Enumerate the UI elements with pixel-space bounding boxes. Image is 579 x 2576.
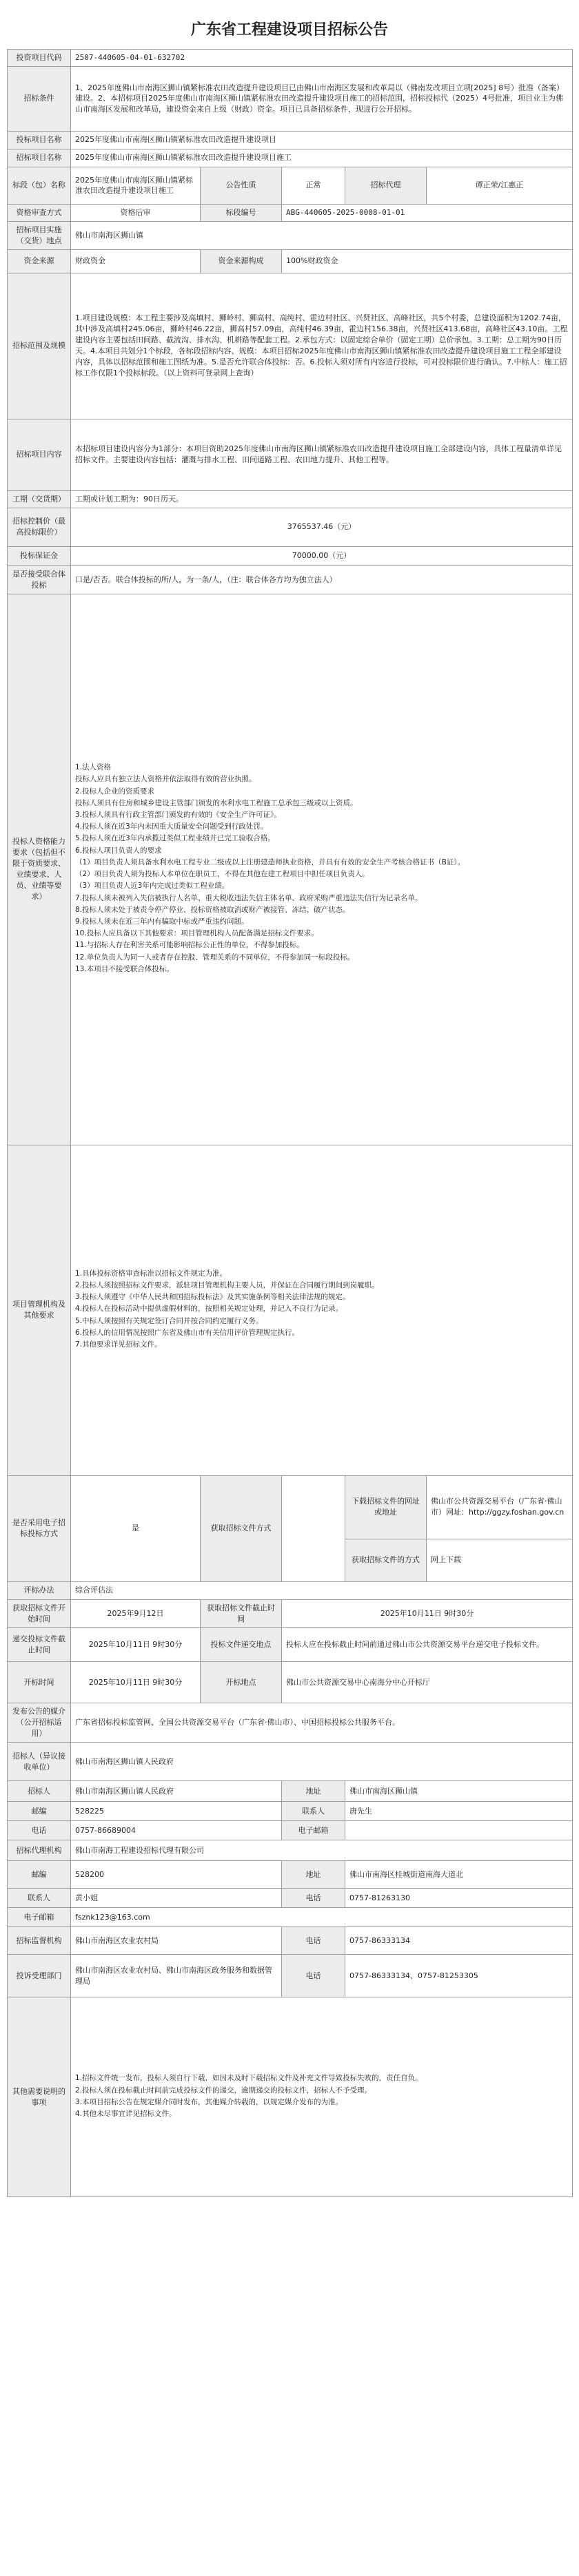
subname-value: 2025年度佛山市南海区狮山镇紧标准农田改造提升建设项目施工 [71,149,573,167]
other-label: 招标人（异议接收单位） [8,1743,71,1781]
agency-contact-value: 黄小姐 [71,1889,282,1908]
get-start-label: 获取招标文件开始时间 [8,1599,71,1628]
row-media [8,1703,573,1743]
mgmt-line: 7.其他要求详见招标文件。 [75,1340,162,1349]
phone-value: 0757-86689004 [71,1821,282,1840]
media-value: 广东省招标投标监管网、全国公共资源交易平台（广东省·佛山市）、中国招标投标公共服务平台。 [71,1703,573,1743]
row-doc [8,1475,573,1539]
remark-value [71,1997,573,2197]
contact-label: 联系人 [282,1802,345,1821]
seccode-label: 标段编号 [201,204,282,221]
get-end-label: 获取招标文件截止时间 [201,1599,282,1628]
notice-page [7,0,572,2197]
contact-value: 唐先生 [345,1802,573,1821]
open-time-label: 开标时间 [8,1662,71,1703]
code-value: 2507-440605-04-01-632702 [71,50,573,67]
row-tenderer [8,1781,573,1802]
media-label: 发布公告的媒介（公开招标适用） [8,1703,71,1743]
agency-contact-label: 联系人 [8,1889,71,1908]
qual-value [71,594,573,1145]
row-period [8,490,573,508]
email-value [345,1821,573,1840]
agency-value: 佛山市南海工程建设招标代理有限公司 [71,1840,573,1861]
bid-deadline-value: 2025年10月11日 9时30分 [71,1628,201,1662]
row-bid [8,1628,573,1662]
row-location [8,221,573,249]
cond-label: 招标条件 [8,66,71,131]
doc-get-value: 是 [71,1475,201,1581]
qual-line: 11.与招标人存在利害关系可能影响招标公正性的单位，不得参加投标。 [75,941,304,950]
row-cond [8,66,573,131]
open-place-value: 佛山市公共资源交易中心南海分中心开标厅 [282,1662,573,1703]
doc-time-label: 获取招标文件的方式 [345,1539,427,1581]
row-open [8,1662,573,1703]
qual-line: 12.单位负责人为同一人或者存在控股、管理关系的不同单位，不得参加同一标段投标。 [75,953,355,962]
zip-label: 邮编 [8,1802,71,1821]
get-end-value: 2025年10月11日 9时30分 [282,1599,573,1628]
mgmt-line: 2.投标人须按照招标文件要求，派驻项目管理机构主要人员，并保证在合同履行期间到岗履职。 [75,1281,379,1290]
scope-value: 1.项目建设规模：本工程主要涉及高填村、狮岭村、狮高村、高纯村、霍边村社区、兴贤社区、高峰社区，共5个村委，总建设面积为1202.74亩，其中涉及高填村245.06亩，狮岭村46.22亩，狮高村57.09亩，高纯村46.39亩，霍边村156.38亩，兴贤社区413.68亩，高峰社区43.10亩。工程建设内容主要包括田间路、截流沟、排水沟、机耕路等配套工程。2.承包方式：以固定综合单价（固定工期）总价承包。3.工期：总工期为90日历天。4.本项目共划分1个标段，各标段招标内容、规模：本项目招标2025年度佛山市南海区狮山镇紧标准农田改造提升建设项目施工工程全部建设内容，具体以招标范围和施工图纸为准。5.是否允许联合体投标：否。6.投标人须对所有内容进行投标，可对投标限价进行确认。7.中标人：施工招标工作仅限1个投标标段。（以上资料可登录网上查询） [71,273,573,419]
section-label: 标段（包）名称 [8,167,71,204]
name-value: 2025年度佛山市南海区狮山镇紧标准农田改造提升建设项目 [71,131,573,149]
name-label: 投标项目名称 [8,131,71,149]
mgmt-label: 项目管理机构及其他要求 [8,1145,71,1475]
joint-value: 口是/否否。联合体投标的所/人，为一条/人，（注：联合体各方均为独立法人） [71,565,573,594]
mgmt-value [71,1145,573,1475]
page-title: 广东省工程建设项目招标公告 [190,21,388,39]
doc-site-label: 下载招标文件的网址或地址 [345,1475,427,1539]
period-value: 工期或计划工期为：90日历天。 [71,490,573,508]
tenderer-addr-value: 佛山市南海区狮山镇 [345,1781,573,1802]
open-time-value: 2025年10月11日 9时30分 [71,1662,201,1703]
review-value: 综合评估法 [71,1581,573,1599]
row-bond [8,546,573,565]
mgmt-line: 5.中标人须按照有关规定签订合同并按合同约定履行义务。 [75,1316,263,1325]
bond-label: 投标保证金 [8,546,71,565]
agency-addr-label: 地址 [282,1861,345,1889]
row-section [8,167,573,204]
joint-label: 是否接受联合体投标 [8,565,71,594]
row-tenderer-zip [8,1802,573,1821]
remark-line: 2.投标人须在投标截止时间前完成投标文件的递交，逾期递交的投标文件，招标人不予受理。 [75,2086,372,2095]
agency-zip-label: 邮编 [8,1861,71,1889]
get-start-value: 2025年9月12日 [71,1599,201,1628]
cond-value: 1、2025年度佛山市南海区狮山镇紧标准农田改造提升建设项目已由佛山市南海区发展和改革局以（佛南发改项目立项[2025] 8号）批准（备案）建设。2、本招标项目2025年度佛山市南海区狮山镇紧标准农田改造提升建设项目施工的招标范围，招标投标代（2025）4号批准，项目业主为佛山市南海区发展和改革局，建设资金来自上级（财政）资金。项目已具备招标条件，现进行公开招标。 [71,66,573,131]
row-agency-email [8,1908,573,1927]
row-scope [8,273,573,419]
super-phone-value: 0757-86333134 [345,1927,573,1955]
qual-line: 10.投标人应具备以下其他要求：项目管理机构人员配备满足招标文件要求。 [75,929,318,938]
code-label: 投资项目代码 [8,50,71,67]
row-complain [8,1955,573,1997]
remark-line: 3.本项目招标公告在规定媒介同时发布，其他媒介转载的，以规定媒介发布的为准。 [75,2097,343,2106]
scope-label: 招标范围及规模 [8,273,71,419]
row-method [8,204,573,221]
qual-line: 3.投标人须具有行政主管部门颁发的有效的《安全生产许可证》。 [75,810,281,819]
qual-line: （1）项目负责人须具备水利水电工程专业二级或以上注册建造师执业资格，并具有有效的安全生产考核合格证书（B证）。 [75,858,465,866]
qual-label: 投标人资格能力要求（包括但不限于资质要求、业绩要求、人员、业绩等要求） [8,594,71,1145]
super-label: 招标监督机构 [8,1927,71,1955]
qual-line: 投标人应具有独立法人资格并依法取得有效的营业执照。 [75,775,256,784]
agency-label: 招标代理机构 [8,1840,71,1861]
row-mgmt [8,1145,573,1475]
tenderer-addr-label: 地址 [282,1781,345,1802]
agency-email-value: fsznk123@163.com [71,1908,573,1927]
row-fund [8,249,573,273]
qual-line: （2）项目负责人须为投标人本单位在职员工，不得在其他在建工程项目中担任项目负责人。 [75,870,369,879]
row-subname [8,149,573,167]
subname-label: 招标项目名称 [8,149,71,167]
row-agency-zip [8,1861,573,1889]
doc-way-blank [282,1475,345,1581]
qual-line: 6.投标人项目负责人的要求 [75,846,162,855]
qual-line: 13.本项目不接受联合体投标。 [75,964,174,973]
doc-way-label: 获取招标文件方式 [201,1475,282,1581]
mgmt-line: 1.具体投标资格审查标准以招标文件规定为准。 [75,1269,227,1278]
bid-place-value: 投标人应在投标截止时间前通过佛山市公共资源交易平台递交电子投标文件。 [282,1628,573,1662]
agency-zip-value: 528200 [71,1861,282,1889]
row-limit [8,508,573,546]
other-value: 佛山市南海区狮山镇人民政府 [71,1743,573,1781]
row-code [8,50,573,67]
location-label: 招标项目实施（交货）地点 [8,221,71,249]
row-goal [8,419,573,490]
qual-line: （3）项目负责人近3年内完成过类似工程业绩。 [75,882,230,891]
row-agency [8,1840,573,1861]
limit-value: 3765537.46（元） [71,508,573,546]
doc-get-label: 是否采用电子招标投标方式 [8,1475,71,1581]
complain-phone-label: 电话 [282,1955,345,1997]
agency-email-label: 电子邮箱 [8,1908,71,1927]
row-joint [8,565,573,594]
remark-line: 1.招标文件统一发布，投标人须自行下载，如因未及时下载招标文件及补充文件导致投标失败的，责任自负。 [75,2074,423,2083]
nature-value: 正常 [282,167,345,204]
tenderer-value: 佛山市南海区狮山镇人民政府 [71,1781,282,1802]
super-value: 佛山市南海区农业农村局 [71,1927,282,1955]
limit-label: 招标控制价（最高投标限价） [8,508,71,546]
complain-phone-value: 0757-86333134、0757-81253305 [345,1955,573,1997]
method-label: 资格审查方式 [8,204,71,221]
email-label: 电子邮箱 [282,1821,345,1840]
row-agency-contact [8,1889,573,1908]
row-remark [8,1997,573,2197]
qual-line: 5.投标人须在近3年内承揽过类似工程业绩并已完工验收合格。 [75,834,275,843]
bond-value: 70000.00（元） [71,546,573,565]
mgmt-line: 4.投标人在投标活动中提供虚假材料的，按照相关规定处理，并记入不良行为记录。 [75,1305,343,1313]
method-value: 资格后审 [71,204,201,221]
open-place-label: 开标地点 [201,1662,282,1703]
qual-line: 4.投标人须在近3年内未因重大质量安全问题受到行政处罚。 [75,822,268,831]
period-label: 工期（交货期） [8,490,71,508]
qual-line: 2.投标人企业的资质要求 [75,787,155,796]
section-value: 2025年度佛山市南海区狮山镇紧标准农田改造提升建设项目施工 [71,167,201,204]
qual-line: 8.投标人须未处于被责令停产停业、投标资格被取消或财产被接管、冻结、破产状态。 [75,905,350,914]
agency-addr-value: 佛山市南海区桂城街道南海大道北 [345,1861,573,1889]
seccode-value: ABG-440605-2025-0008-01-01 [282,204,573,221]
qual-line: 1.法人资格 [75,763,112,772]
mgmt-line: 6.投标人的信用情况按照广东省及佛山市有关信用评价管理规定执行。 [75,1328,300,1337]
remark-label: 其他需要说明的事项 [8,1997,71,2197]
agent-label: 招标代理 [345,167,427,204]
agent-value: 谭正荣/江惠正 [427,167,573,204]
doc-time-value: 网上下载 [427,1539,573,1581]
row-qual [8,594,573,1145]
review-label: 评标办法 [8,1581,71,1599]
remark-line: 4.其他未尽事宜详见招标文件。 [75,2109,176,2118]
mgmt-line: 3.投标人须遵守《中华人民共和国招标投标法》及其实施条例等相关法律法规的规定。 [75,1293,350,1302]
location-value: 佛山市南海区狮山镇 [71,221,573,249]
row-tenderer-phone [8,1821,573,1840]
goal-value: 本招标项目建设内容分为1部分：本项目资助2025年度佛山市南海区狮山镇紧标准农田改造提升建设项目施工全部建设内容，具体工程量清单详见招标文件。主要建设内容包括：灌溉与排水工程、田间道路工程、农田地力提升、其他工程等。 [71,419,573,490]
phone-label: 电话 [8,1821,71,1840]
row-get-time [8,1599,573,1628]
qual-line: 投标人须具有住房和城乡建设主管部门颁发的水利水电工程施工总承包三级或以上资质。 [75,798,358,807]
tenderer-label: 招标人 [8,1781,71,1802]
goal-label: 招标项目内容 [8,419,71,490]
nature-label: 公告性质 [201,167,282,204]
qual-line: 9.投标人须未在近三年内有骗取中标或严重违约问题。 [75,917,249,926]
doc-site-value: 佛山市公共资源交易平台（广东省·佛山市）网址：http://ggzy.foshan.gov.cn [427,1475,573,1539]
super-phone-label: 电话 [282,1927,345,1955]
fund-value: 财政资金 [71,249,201,273]
fund-label: 资金来源 [8,249,71,273]
qual-line: 7.投标人须未被列入失信被执行人名单、重大税收违法失信主体名单、政府采购严重违法失信行为记录名单。 [75,893,423,902]
row-other [8,1743,573,1781]
row-super [8,1927,573,1955]
row-review [8,1581,573,1599]
bid-deadline-label: 递交投标文件截止时间 [8,1628,71,1662]
zip-value: 528225 [71,1802,282,1821]
fund-ratio-label: 资金来源构成 [201,249,282,273]
complain-label: 投诉受理部门 [8,1955,71,1997]
notice-table [7,49,573,2197]
row-name [8,131,573,149]
bid-place-label: 投标文件递交地点 [201,1628,282,1662]
agency-phone-label: 电话 [282,1889,345,1908]
agency-phone-value: 0757-81263130 [345,1889,573,1908]
complain-value: 佛山市南海区农业农村局、佛山市南海区政务服务和数据管理局 [71,1955,282,1997]
fund-ratio-value: 100%财政资金 [282,249,573,273]
